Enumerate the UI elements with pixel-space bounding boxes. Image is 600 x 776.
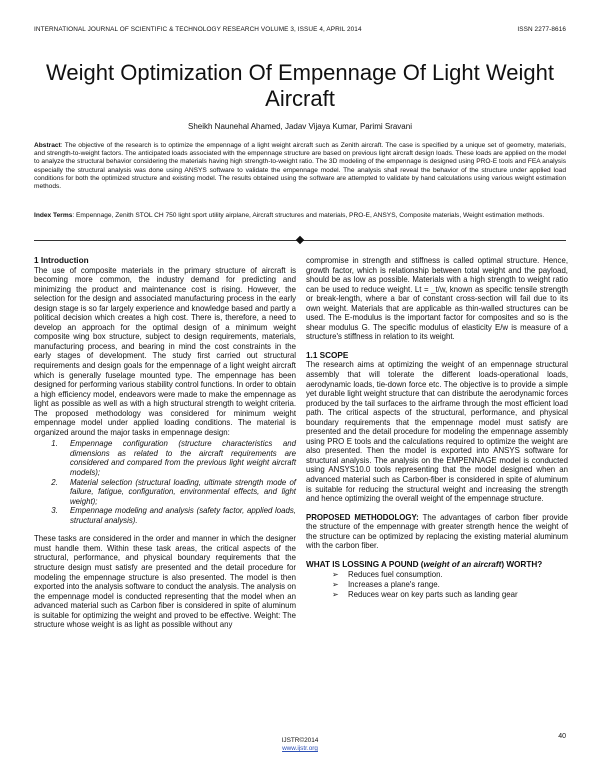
abstract-label: Abstract [34, 142, 61, 149]
intro-paragraph-2: These tasks are considered in the order and manner in which the designer must handle them. Within these task areas, the critical aspects of the structural, performance, and physical boundary requirements that the structure design must satisfy are presented and the detail procedure for modeling the empennage structure is also presented. The model is then exported into the analysis software to conduct the analysis. The analysis on the empennage model is conducted representing that the model when an advanced material such as Carbon fiber is considered in spite of aluminum is suitable for optimizing the weight and proved to be effective. Weight: The structure whose weight is as light as possible without any [34, 534, 296, 630]
copyright: IJSTR©2014 [281, 737, 319, 744]
task-list [34, 439, 296, 525]
page-number: 40 [558, 733, 566, 740]
task-item: 3. Empennage modeling and analysis (safety factor, applied loads, structural analysis). [60, 506, 296, 525]
diamond-icon [296, 236, 304, 244]
left-column [34, 256, 296, 630]
intro-heading: 1 Introduction [34, 256, 89, 265]
index-terms [34, 212, 566, 220]
methodology-label: PROPOSED METHODOLOGY: [306, 512, 419, 522]
authors: Sheikh Naunehal Ahamed, Jadav Vijaya Kumar, Parimi Sravani [188, 122, 412, 131]
journal-name: INTERNATIONAL JOURNAL OF SCIENTIFIC & TECHNOLOGY RESEARCH VOLUME 3, ISSUE 4, APRIL 2014 [34, 26, 362, 33]
intro-paragraph-3: compromise in strength and stiffness is called optimal structure. Hence, growth factor, which is relationship between total weight and the payload, should be as low as possible. Materials with a high strength to weight ratio can be used to reduce weight. Lt = _t/w, known as specific tensile strength or break-length, where a bar of constant cross-section will fail due to its own weight. Materials that are applicable as thin-walled structures can be used. The E-modulus is the important factor for composites and so is the shear modulus G. The specific modulus of elasticity E/w is measure of a structure's stiffness in relation to its weight. [306, 256, 568, 342]
index-terms-label: Index Terms [34, 212, 73, 219]
section-divider [34, 236, 566, 245]
right-column [306, 256, 568, 599]
journal-header [34, 26, 566, 33]
methodology-paragraph [306, 513, 568, 551]
issn: ISSN 2277-8616 [517, 26, 566, 33]
index-terms-text: : Empennage, Zenith STOL CH 750 light sport utility airplane, Aircraft structures and materials, PRO-E, ANSYS, Composite materials, Weight estimation methods. [72, 212, 545, 219]
benefit-item: ➢ Reduces fuel consumption. [332, 570, 568, 580]
scope-text: The research aims at optimizing the weight of an empennage structural assembly that will tolerate the different loads-operational loads, aerodynamic loads, tie-down force etc. The objective is to provide a simple yet durable light weight structure that can distribute the aerodynamic forces produced by the tail surfaces to the airframe through the most efficient load path. The critical aspects of the structural, performance, and physical boundary requirements that the empennage model must satisfy are presented and the detail procedure for modeling the empennage assembly using PRO E tools and the calculations required to optimize the weight are also presented. Then the model is exported into ANSYS software for structural analysis. The analysis on the EMPENNAGE model is conducted using ANSYS10.0 tools representing that the model designed when an advanced material such as Carbon-fiber is considered in spite of aluminum is suitable for reducing the structural weight and increasing the strength and hence optimizing the overall weight of the empennage structure. [306, 360, 568, 504]
benefit-list [306, 570, 568, 599]
task-item: 2. Material selection (structural loading, ultimate strength mode of failure, fatigue, configuration, environmental effects, and light weight); [60, 478, 296, 507]
benefit-item: ➢ Increases a plane's range. [332, 580, 568, 590]
losing-heading: WHAT IS LOSSING A POUND (weight of an aircraft) WORTH? [306, 559, 543, 569]
intro-paragraph-1: The use of composite materials in the primary structure of aircraft is becoming more common, the industry demand for predicting and minimizing the product and maintenance cost is rising. However, the selection for the design and associated manufacturing process in the early design stage is so far largely experience and knowledge based and partly a political decision which creates a high cost. There is, therefore, a need to develop an approach for the optimal design of a minimum weight composite wing box structure, subject to design requirements, materials, manufacturing process, and bearing in mind the cost constraints in the early stages of development. The study first carried out structural requirements and design goals for the empennage of a light weight aircraft which is generally fuselage mounted type. The empennage has been designed for performing various stability control functions. In order to obtain a high efficiency model, endeavors were made to make the empennage as light as possible as well as with a high structural strength to weight criteria. The proposed methodology was considered for minimum weight empennage model under applied loading conditions. The material is organized around the major tasks in empennage design: [34, 265, 296, 437]
scope-heading: 1.1 SCOPE [306, 350, 349, 360]
methodology-text: The advantages of carbon fiber provide the structure of the empennage with greater strength hence the weight of the structure can be optimized by replacing the existing material aluminum with the carbon fiber. [306, 512, 568, 551]
journal-link[interactable]: www.ijstr.org [282, 745, 318, 752]
benefit-item: ➢ Reduces wear on key parts such as landing gear [332, 590, 568, 600]
abstract-text: : The objective of the research is to optimize the empennage of a light weight aircraft such as Zenith aircraft. The case is specified by a unique set of geometry, materials, and strength-to-weight factors. The anticipated loads associated with the empennage structure are based on previous light aircraft design loads. These loads are applied on the model to analyze the structural behavior considering the materials having high strength-to-weight ratio. The 3D modeling of the empennage is designed using PRO-E tools and FEA analysis especially the structural analysis was done using ANSYS software to validate the empennage model. The analysis shall reveal the behavior of the structure under applied load conditions for both the optimized structure and existing model. The results obtained using the software are attempted to validate by hand calculations using various weight estimation methods. [34, 142, 566, 191]
abstract [34, 142, 566, 191]
footer [0, 737, 600, 753]
task-item: 1. Empennage configuration (structure characteristics and dimensions as related to the aircraft requirements are considered and compared from the previous light weight aircraft models); [60, 439, 296, 477]
paper-title: Weight Optimization Of Empennage Of Light Weight Aircraft [46, 60, 554, 111]
